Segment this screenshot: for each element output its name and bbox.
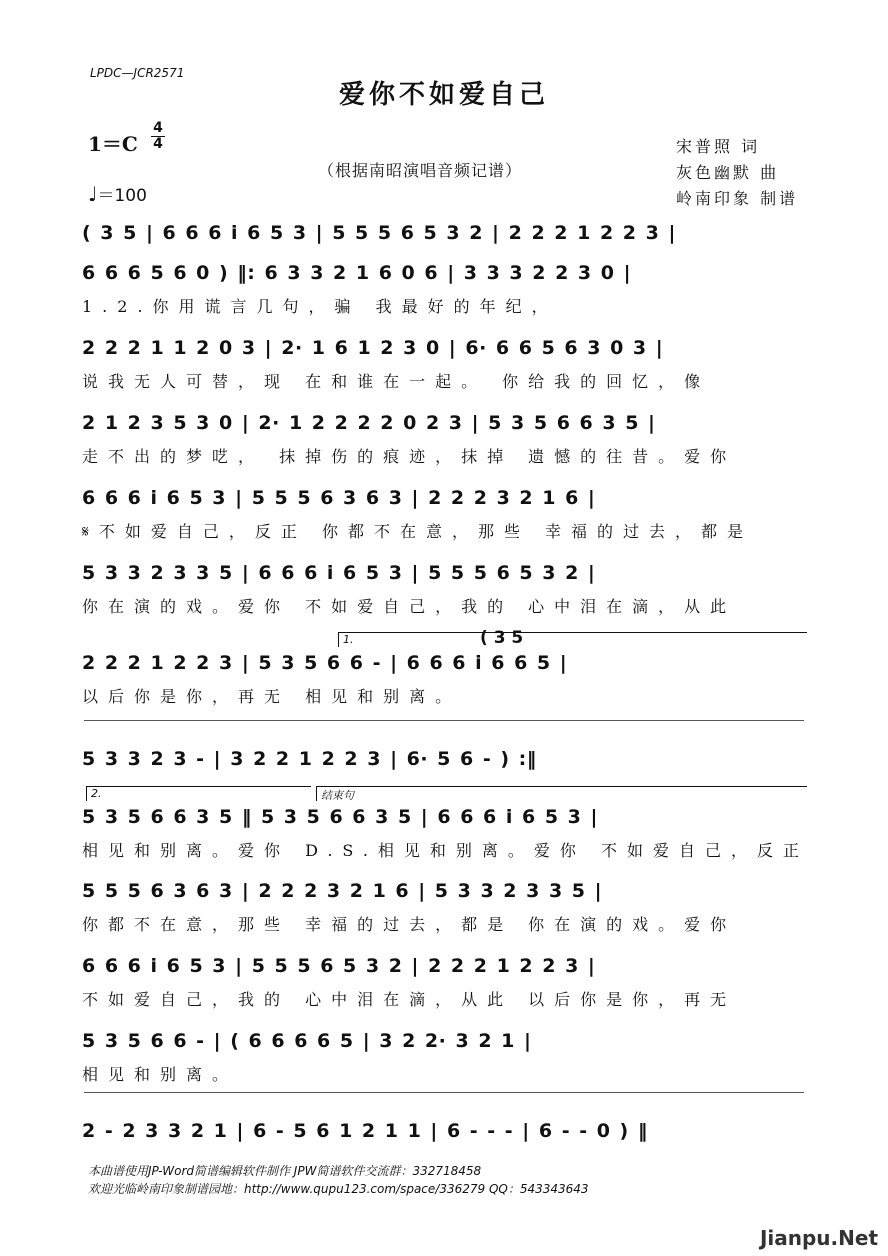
notation-line: 5 3 5 6 6 - | ( 6 6 6 6 5 | 3 2 2· 3 2 1 | [82, 1030, 532, 1052]
notation-line: 2 2 2 1 1 2 0 3 | 2· 1 6 1 2 3 0 | 6· 6 6 5 6 3 0 3 | [82, 337, 664, 359]
notation-line: 2 2 2 1 2 2 3 | 5 3 5 6 6 - | 6 6 6 i 6 6 5 | [82, 652, 568, 674]
score-system [82, 1030, 810, 1085]
arranger-credit: 岭南印象 制谱 [676, 189, 799, 208]
lyric-line: 相见和别离。爱你 D.S.相见和别离。爱你 不如爱自己，反正 [82, 841, 809, 860]
footer-software: 本曲谱使用JP-Word简谱编辑软件制作 JPW简谱软件交流群：332718458 [88, 1164, 482, 1178]
system-divider [84, 1092, 804, 1093]
score-system [82, 787, 810, 861]
notation-line: 5 3 5 6 6 3 5 ‖ 5 3 5 6 6 3 5 | 6 6 6 i 6 5 3 | [82, 806, 598, 828]
song-title: 爱你不如爱自己 [338, 80, 549, 110]
composer-credit: 灰色幽默 曲 [676, 163, 780, 182]
lyric-line: 不如爱自己，我的 心中泪在滴，从此 以后你是你，再无 [82, 990, 737, 1009]
score-system [82, 487, 810, 542]
score-system [82, 748, 810, 780]
lyric-line: 说我无人可替，现 在和谁在一起。 你给我的回忆，像 [82, 372, 711, 391]
lyricist-credit: 宋普照 词 [676, 137, 761, 156]
lyric-line: 走不出的梦呓， 抹掉伤的痕迹，抹掉 遗憾的往昔。爱你 [82, 447, 737, 466]
notation-line: 6 6 6 i 6 5 3 | 5 5 5 6 5 3 2 | 2 2 2 1 2 2 3 | [82, 955, 596, 977]
lyric-line: 相见和别离。 [82, 1065, 239, 1084]
score-system [82, 562, 810, 617]
tempo-mark [88, 181, 147, 206]
lyric-line: 𝄋不如爱自己，反正 你都不在意，那些 幸福的过去，都是 [82, 522, 754, 541]
quarter-note-icon: ♩ [88, 182, 98, 206]
source-note: （根据南昭演唱音频记谱） [318, 161, 523, 180]
lyric-line: 1.2.你用谎言几句，骗 我最好的年纪， [82, 297, 558, 316]
key-signature: 1＝C [88, 132, 138, 156]
notation-line: 5 5 5 6 3 6 3 | 2 2 2 3 2 1 6 | 5 3 3 2 3 3 5 | [82, 880, 603, 902]
volta-bracket: 1. [338, 632, 807, 647]
meter-bottom: 4 [153, 136, 163, 152]
score-system [82, 222, 810, 254]
footer-website: 欢迎光临岭南印象制谱园地：http://www.qupu123.com/space/336279 QQ：543343643 [88, 1182, 589, 1196]
notation-line: 6 6 6 i 6 5 3 | 5 5 5 6 3 6 3 | 2 2 2 3 2 1 6 | [82, 487, 596, 509]
notation-line: 6 6 6 5 6 0 ) ‖: 6 3 3 2 1 6 0 6 | 3 3 3 2 2 3 0 | [82, 262, 632, 284]
lyric-line: 你在演的戏。爱你 不如爱自己，我的 心中泪在滴，从此 [82, 597, 737, 616]
score-system [82, 412, 810, 467]
notation-line: 5 3 3 2 3 - | 3 2 2 1 2 2 3 | 6· 5 6 - ) :‖ [82, 748, 537, 770]
time-signature [148, 121, 168, 152]
score-system [82, 1120, 810, 1152]
site-watermark: Jianpu.Net [759, 1226, 878, 1250]
system-divider [84, 720, 804, 721]
score-system [82, 337, 810, 392]
pickup-notes: ( 3 5 [480, 628, 524, 648]
lyric-line: 以后你是你，再无 相见和别离。 [82, 687, 462, 706]
notation-line: 2 - 2 3 3 2 1 | 6 - 5 6 1 2 1 1 | 6 - - - | 6 - - 0 ) ‖ [82, 1120, 648, 1142]
coda-bracket: 结束句 [316, 786, 807, 801]
notation-line: 5 3 3 2 3 3 5 | 6 6 6 i 6 5 3 | 5 5 5 6 5 3 2 | [82, 562, 596, 584]
lyric-line: 你都不在意，那些 幸福的过去，都是 你在演的戏。爱你 [82, 915, 737, 934]
score-system [82, 955, 810, 1010]
score-code: LPDC—JCR2571 [90, 66, 185, 80]
tempo-value: ＝100 [97, 186, 147, 206]
volta-bracket: 2. [86, 786, 311, 801]
meter-top: 4 [153, 120, 163, 136]
notation-line: ( 3 5 | 6 6 6 i 6 5 3 | 5 5 5 6 5 3 2 | 2 2 2 1 2 2 3 | [82, 222, 676, 244]
score-system [82, 262, 810, 317]
notation-line: 2 1 2 3 5 3 0 | 2· 1 2 2 2 2 0 2 3 | 5 3 5 6 6 3 5 | [82, 412, 656, 434]
score-system [82, 628, 810, 707]
score-system [82, 880, 810, 935]
